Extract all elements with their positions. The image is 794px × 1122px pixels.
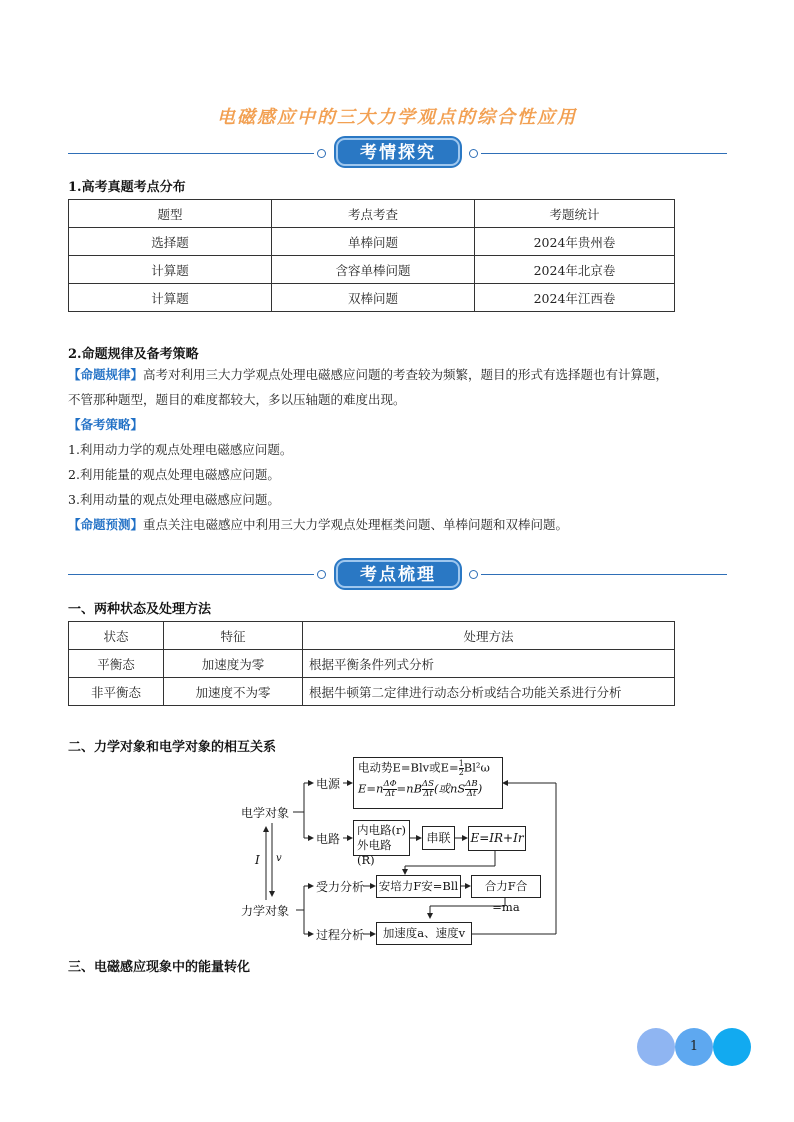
fraction: $\frac{\Delta B}{\Delta t}$ <box>465 779 478 799</box>
series-box: 串联 <box>422 826 455 850</box>
table-cell: 双棒问题 <box>272 284 475 312</box>
strategy-tag: 【备考策略】 <box>68 417 144 432</box>
section-banner-kaoqing: 考情探究 <box>336 138 460 166</box>
table-cell: 含容单棒问题 <box>272 256 475 284</box>
emf-formula-part: =nB <box>396 781 423 796</box>
process-analysis-label: 过程分析 <box>316 928 365 942</box>
table-cell: 平衡态 <box>69 650 164 678</box>
force-analysis-label: 受力分析 <box>316 880 365 894</box>
document-title: 电磁感应中的三大力学观点的综合性应用 <box>217 107 577 128</box>
page-circle-right <box>713 1028 751 1066</box>
table-cell: 加速度为零 <box>164 650 303 678</box>
mechanical-object-label: 力学对象 <box>241 904 290 918</box>
table-header-cell: 题型 <box>69 200 272 228</box>
outer-circuit-text: 外电路(R) <box>357 838 392 867</box>
table-cell: 2024年贵州卷 <box>475 228 675 256</box>
table-cell: 2024年北京卷 <box>475 256 675 284</box>
section-heading-rules-strategy: 2.命题规律及备考策略 <box>68 347 199 362</box>
emf-formula-part: E=n <box>358 781 384 796</box>
rule-text-line1: 高考对利用三大力学观点处理电磁感应问题的考查较为频繁，题目的形式有选择题也有计算题， <box>143 367 669 382</box>
table-header-cell: 考题统计 <box>475 200 675 228</box>
emf-formula-part: 电动势E=Blv或E= <box>358 760 459 775</box>
emf-formula-part: Bl²ω <box>463 760 490 775</box>
emf-formula-box <box>353 757 503 809</box>
table-header-cell: 状态 <box>69 622 164 650</box>
table-cell: 计算题 <box>69 256 272 284</box>
fraction: $\frac{\Delta\Phi}{\Delta t}$ <box>383 779 397 799</box>
current-symbol: I <box>255 853 260 867</box>
page-number: 1 <box>675 1028 713 1066</box>
table-cell: 根据平衡条件列式分析 <box>303 650 675 678</box>
emf-formula-part: ) <box>477 781 483 796</box>
fraction: $\frac{1}{2}$ <box>458 759 464 777</box>
ampere-force-box: 安培力F安=Bll <box>376 875 461 898</box>
inner-circuit-text: 内电路(r) <box>357 823 406 837</box>
table-cell: 根据牛顿第二定律进行动态分析或结合功能关系进行分析 <box>303 678 675 706</box>
velocity-symbol: v <box>276 853 282 864</box>
acceleration-velocity-box: 加速度a、速度v <box>376 922 472 945</box>
power-source-label: 电源 <box>316 777 341 791</box>
table-cell: 加速度不为零 <box>164 678 303 706</box>
inner-outer-circuit-box <box>353 820 410 867</box>
net-force-box: 合力F合=ma <box>471 875 541 898</box>
table-cell: 单棒问题 <box>272 228 475 256</box>
table-cell: 计算题 <box>69 284 272 312</box>
table-header-cell: 考点考查 <box>272 200 475 228</box>
electric-object-label: 电学对象 <box>241 806 290 820</box>
table-cell: 非平衡态 <box>69 678 164 706</box>
table-cell: 2024年江西卷 <box>475 284 675 312</box>
strategy-item: 3.利用动量的观点处理电磁感应问题。 <box>68 492 280 507</box>
table-cell: 选择题 <box>69 228 272 256</box>
section-heading-relations: 二、力学对象和电学对象的相互关系 <box>68 740 277 755</box>
ohm-law-box: E=IR+Ir <box>468 826 526 851</box>
page-circle-left <box>637 1028 675 1066</box>
section-banner-kaodian: 考点梳理 <box>336 560 460 588</box>
predict-tag: 【命题预测】 <box>68 517 144 532</box>
predict-text: 重点关注电磁感应中利用三大力学观点处理框类问题、单棒问题和双棒问题。 <box>143 517 569 532</box>
section-heading-energy: 三、电磁感应现象中的能量转化 <box>68 960 251 975</box>
strategy-item: 1.利用动力学的观点处理电磁感应问题。 <box>68 442 293 457</box>
strategy-item: 2.利用能量的观点处理电磁感应问题。 <box>68 467 280 482</box>
table-header-cell: 处理方法 <box>303 622 675 650</box>
section-heading-two-states: 一、两种状态及处理方法 <box>68 602 212 617</box>
section-heading-exam-distribution: 1.高考真题考点分布 <box>68 180 186 195</box>
rule-text-line2: 不管那种题型，题目的难度都较大，多以压轴题的难度出现。 <box>68 392 406 407</box>
table-header-cell: 特征 <box>164 622 303 650</box>
rule-tag: 【命题规律】 <box>68 367 144 382</box>
emf-formula-part: (或nS <box>434 781 466 796</box>
circuit-label: 电路 <box>316 832 341 846</box>
fraction: $\frac{\Delta S}{\Delta t}$ <box>422 779 435 799</box>
